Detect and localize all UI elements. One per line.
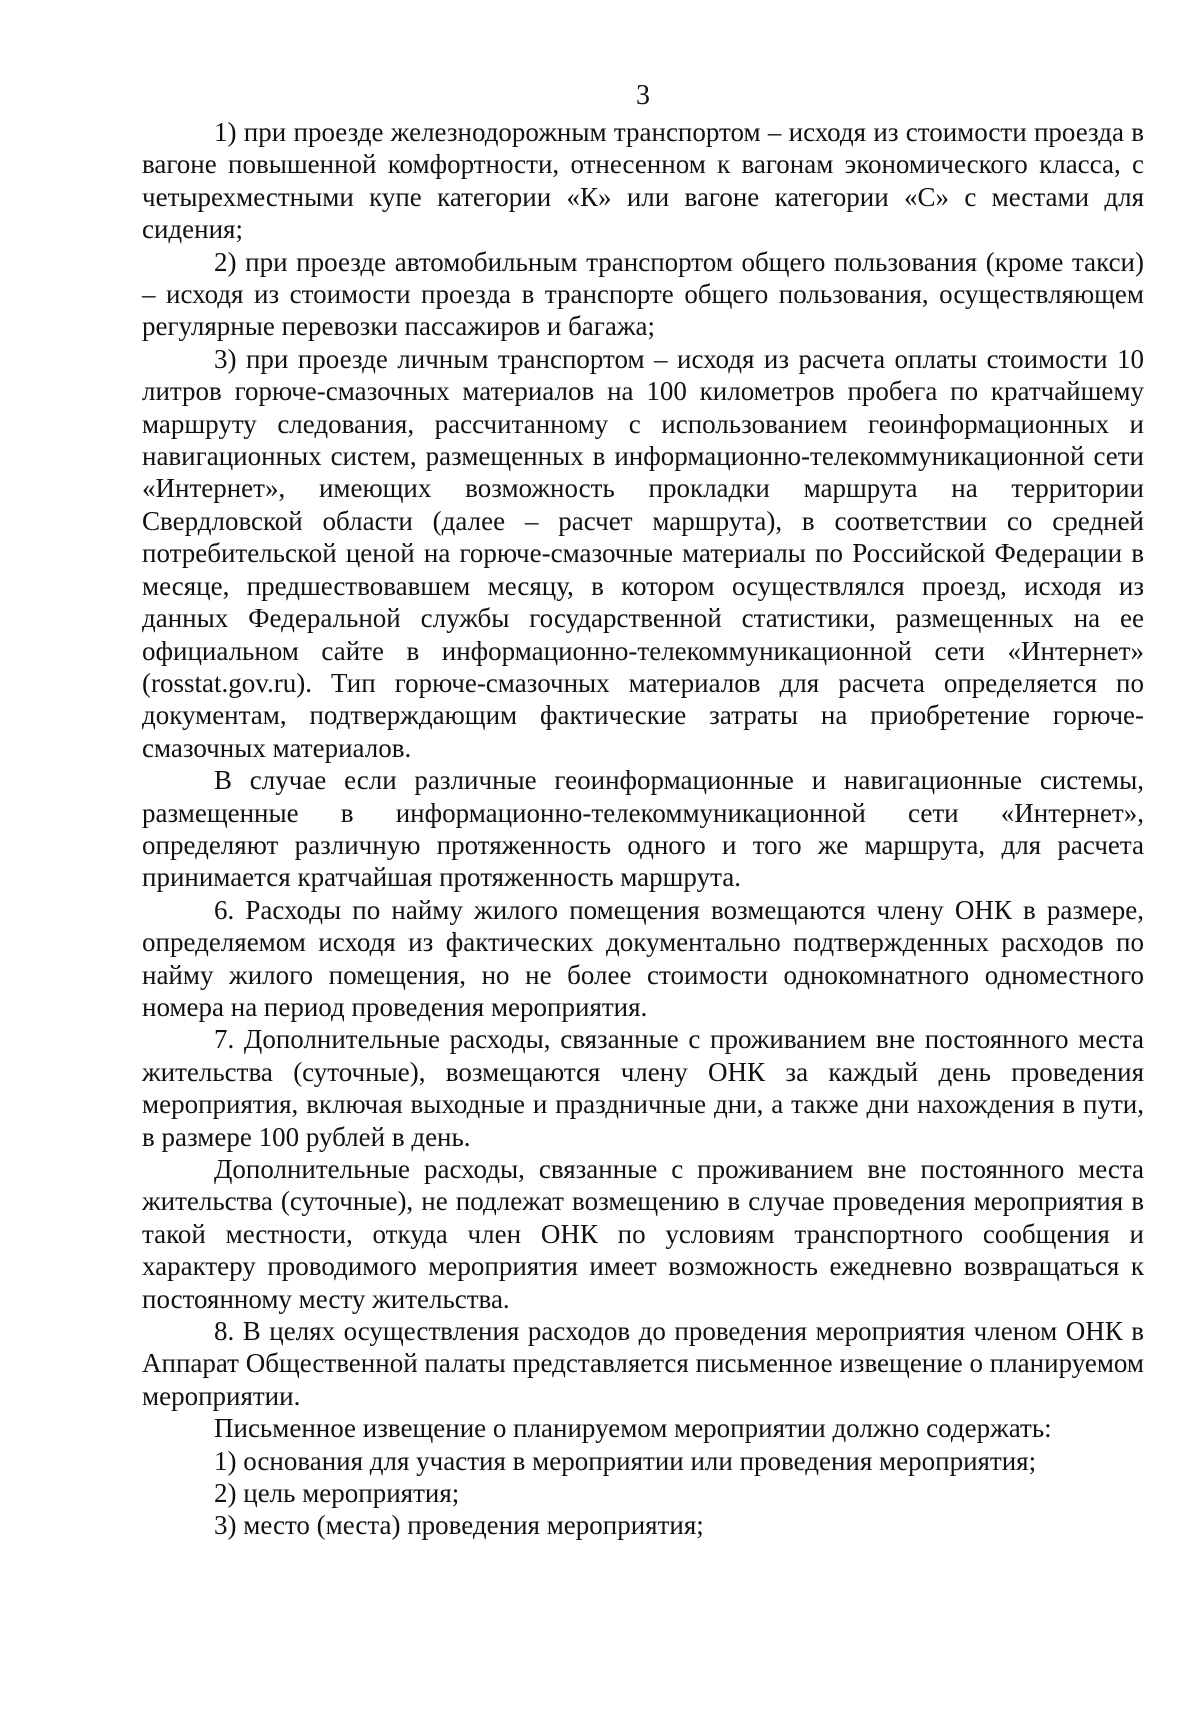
paragraph-item-7-per-diem: 7. Дополнительные расходы, связанные с проживанием вне постоянного места жительства (суточные), возмещаются члену ОНК за каждый день проведения мероприятия, включая выходные и праздничные дни, а также дни нахождения в пути, в размере 100 рублей в день.: [142, 1024, 1144, 1152]
paragraph-notice-item-3: 3) место (места) проведения мероприятия;: [214, 1510, 704, 1541]
paragraph-notice-contents: Письменное извещение о планируемом мероприятии должно содержать:: [214, 1413, 1052, 1444]
paragraph-rail-transport: 1) при проезде железнодорожным транспортом – исходя из стоимости проезда в вагоне повышенной комфортности, отнесенном к вагонам экономического класса, с четырехместными купе категории «К» или вагоне категории «С» с местами для сидения;: [142, 117, 1144, 245]
paragraph-notice-item-1: 1) основания для участия в мероприятии или проведения мероприятия;: [214, 1445, 1037, 1476]
paragraph-notice-item-2: 2) цель мероприятия;: [214, 1478, 460, 1509]
document-body: [142, 116, 1144, 1542]
paragraph-public-road-transport: 2) при проезде автомобильным транспортом общего пользования (кроме такси) – исходя из стоимости проезда в транспорте общего пользования, осуществляющем регулярные перевозки пассажиров и багажа;: [142, 246, 1144, 342]
paragraph-per-diem-exception: Дополнительные расходы, связанные с проживанием вне постоянного места жительства (суточные), не подлежат возмещению в случае проведения мероприятия в такой местности, откуда член ОНК по условиям транспортного сообщения и характеру проводимого мероприятия имеет возможность ежедневно возвращаться к постоянному месту жительства.: [142, 1154, 1144, 1314]
paragraph-item-8-notice: 8. В целях осуществления расходов до проведения мероприятия членом ОНК в Аппарат Общественной палаты представляется письменное извещение о планируемом мероприятии.: [142, 1316, 1144, 1411]
page-number: 3: [636, 80, 650, 111]
paragraph-personal-transport: 3) при проезде личным транспортом – исходя из расчета оплаты стоимости 10 литров горюче-смазочных материалов на 100 километров пробега по кратчайшему маршруту следования, рассчитанному с использованием геоинформационных и навигационных систем, размещенных в информационно-телекоммуникационной сети «Интернет», имеющих возможность прокладки маршрута на территории Свердловской области (далее – расчет маршрута), в соответствии со средней потребительской ценой на горюче-смазочные материалы по Российской Федерации в месяце, предшествовавшем месяцу, в котором осуществлялся проезд, исходя из данных Федеральной службы государственной статистики, размещенных на ее официальном сайте в информационно-телекоммуникационной сети «Интернет» (rosstat.gov.ru). Тип горюче-смазочных материалов для расчета определяется по документам, подтверждающим фактические затраты на приобретение горюче-смазочных материалов.: [142, 343, 1144, 763]
paragraph-navigation-systems: В случае если различные геоинформационные и навигационные системы, размещенные в информационно-телекоммуникационной сети «Интернет», определяют различную протяженность одного и того же маршрута, для расчета принимается кратчайшая протяженность маршрута.: [142, 765, 1144, 893]
paragraph-item-6-housing: 6. Расходы по найму жилого помещения возмещаются члену ОНК в размере, определяемом исходя из фактических документально подтвержденных расходов по найму жилого помещения, но не более стоимости однокомнатного одноместного номера на период проведения мероприятия.: [142, 894, 1144, 1022]
